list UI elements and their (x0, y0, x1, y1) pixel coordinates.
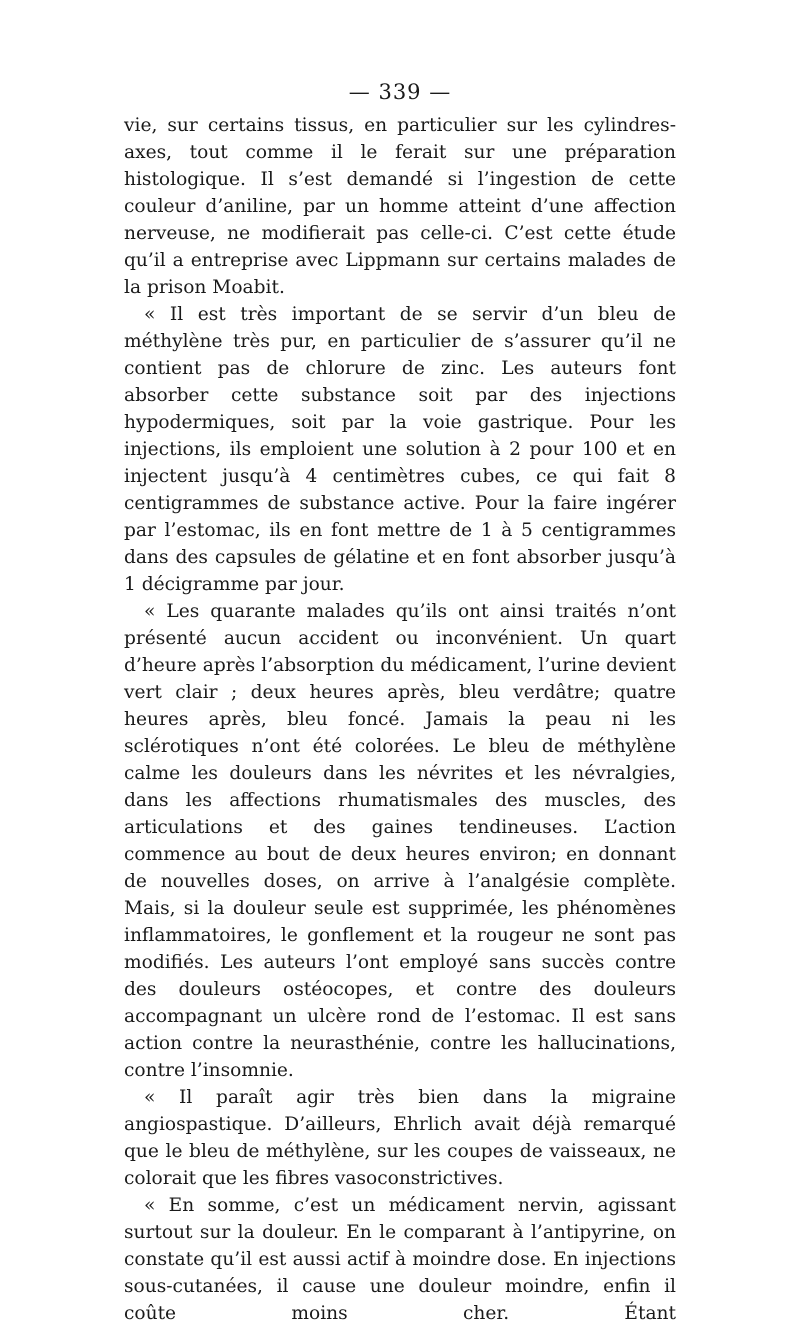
paragraph: « Il paraît agir très bien dans la migraine angiospastique. D’ailleurs, Ehrlich avait déjà remarqué que le bleu de méthylène, sur les coupes de vaisseaux, ne colorait que les fibres vasoconstrictives. (124, 1087, 676, 1189)
paragraph: vie, sur certains tissus, en particulier sur les cylindres-axes, tout comme il le ferait sur une préparation histologique. Il s’est demandé si l’ingestion de cette couleur d’aniline, par un homme atteint d’une affection nerveuse, ne modifierait pas celle-ci. C’est cette étude qu’il a entreprise avec Lippmann sur certains malades de la prison Moabit. (124, 115, 676, 298)
paragraph: « Les quarante malades qu’ils ont ainsi traités n’ont présenté aucun accident ou inconvénient. Un quart d’heure après l’absorption du médicament, l’urine devient vert clair ; deux heures après, bleu verdâtre; quatre heures après, bleu foncé. Jamais la peau ni les sclérotiques n’ont été colorées. Le bleu de méthylène calme les douleurs dans les névrites et les névralgies, dans les affections rhumatismales des muscles, des articulations et des gaines tendineuses. L’action commence au bout de deux heures environ; en donnant de nouvelles doses, on arrive à l’analgésie complète. Mais, si la douleur seule est supprimée, les phénomènes inflammatoires, le gonflement et la rougeur ne sont pas modifiés. Les auteurs l’ont employé sans succès contre des douleurs ostéocopes, et contre des douleurs accompagnant un ulcère rond de l’estomac. Il est sans action contre la neurasthénie, contre les hallucinations, contre l’insomnie. (124, 601, 676, 1081)
paragraph: « Il est très important de se servir d’un bleu de méthylène très pur, en particulier de s’assurer qu’il ne contient pas de chlorure de zinc. Les auteurs font absorber cette substance soit par des injections hypodermiques, soit par la voie gastrique. Pour les injections, ils emploient une solution à 2 pour 100 et en injectent jusqu’à 4 centimètres cubes, ce qui fait 8 centigrammes de substance active. Pour la faire ingérer par l’estomac, ils en font mettre de 1 à 5 centigrammes dans des capsules de gélatine et en font absorber jusqu’à 1 décigramme par jour. (124, 304, 676, 595)
book-page (124, 80, 676, 1327)
page-number: — 339 — (348, 80, 452, 104)
paragraph: « En somme, c’est un médicament nervin, agissant surtout sur la douleur. En le comparant à l’antipyrine, on constate qu’il est aussi actif à moindre dose. En injections sous-cutanées, il cause une douleur moindre, enfin il coûte moins cher. Étant (124, 1195, 676, 1324)
